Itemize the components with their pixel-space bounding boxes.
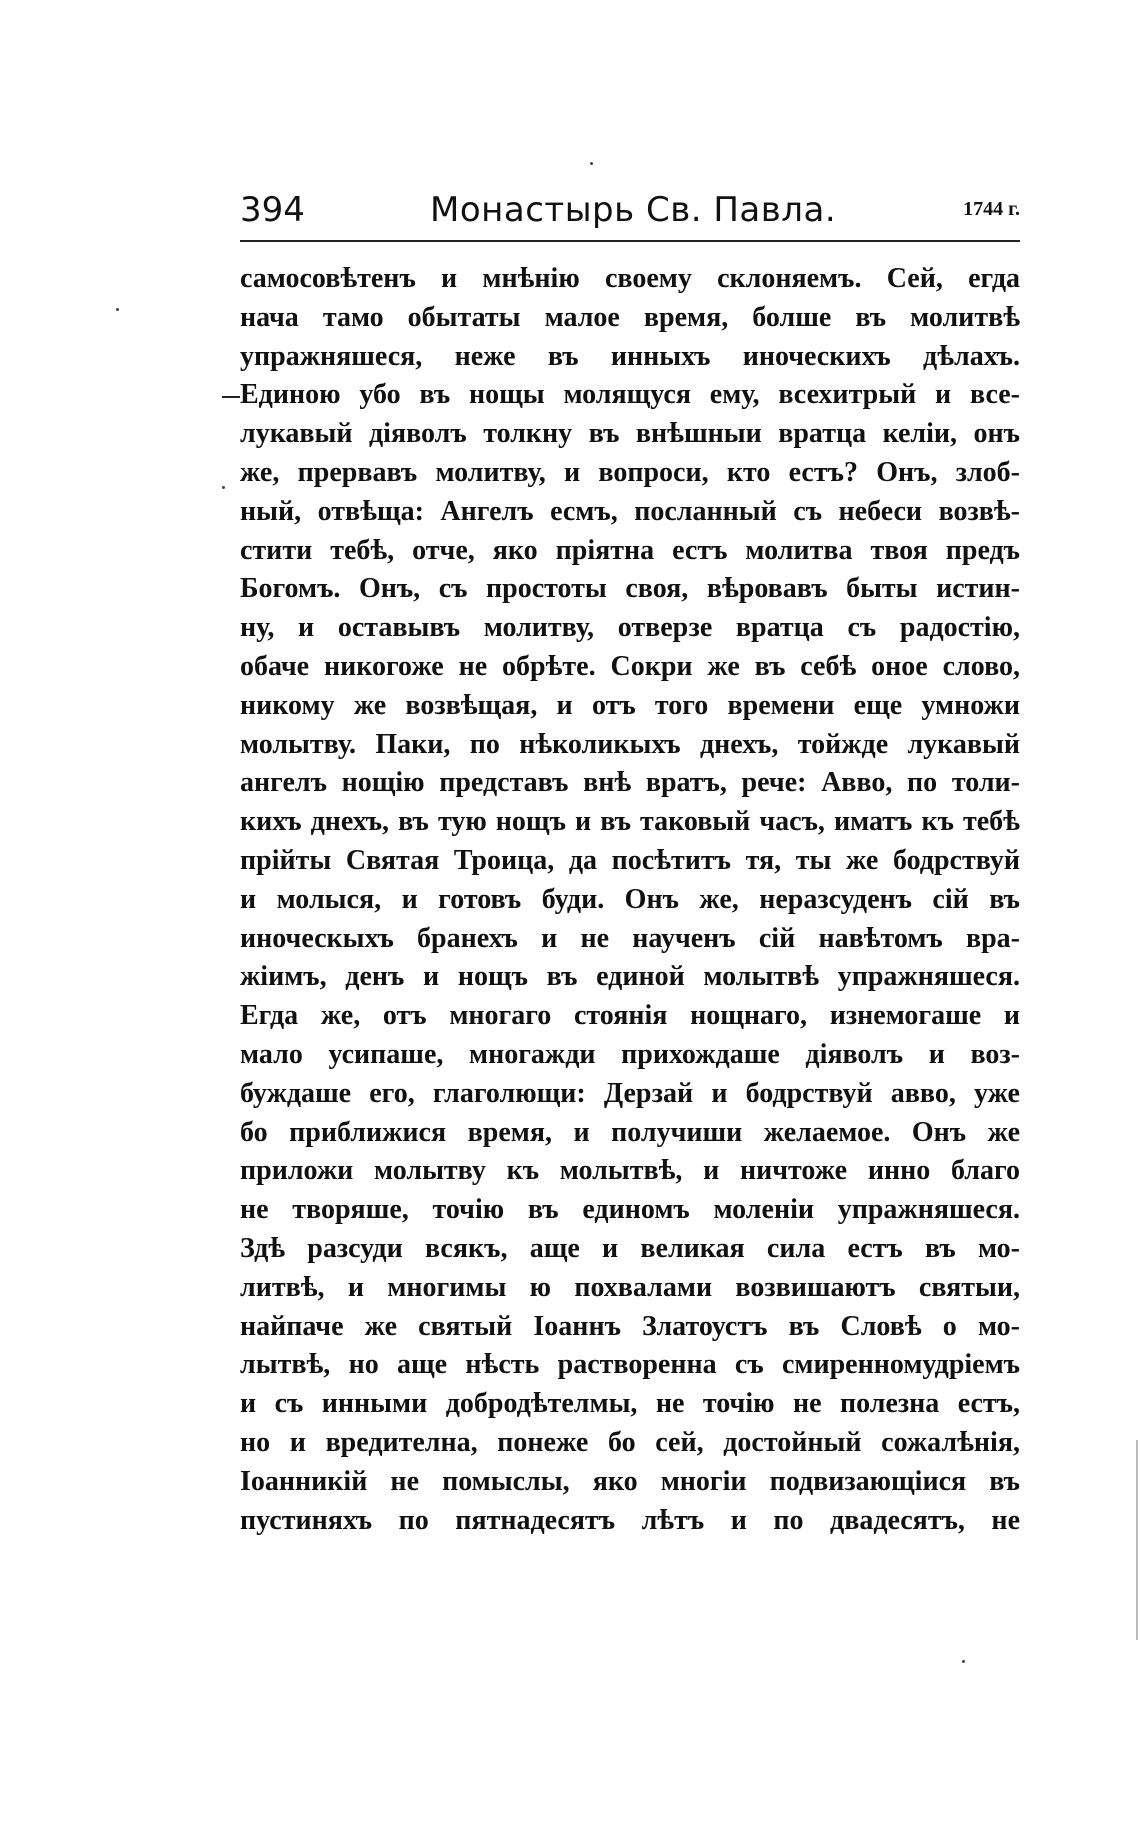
- text-line: жіимъ, денъ и нощъ въ единой молытвѣ упражняшеся.: [240, 961, 1020, 993]
- text-line: приложи молытву къ молытвѣ, и ничтоже инно благо: [240, 1155, 1020, 1187]
- ink-speck: [962, 1660, 965, 1663]
- header-year: 1744 г.: [963, 198, 1020, 220]
- text-line: стити тебѣ, отче, яко пріятна естъ молитва твоя предъ: [240, 534, 1020, 566]
- text-line: ангелъ нощію представъ внѣ вратъ, рече: Авво, по толи-: [240, 767, 1020, 799]
- text-line: прійты Святая Троица, да посѣтитъ тя, ты же бодрствуй: [240, 844, 1020, 876]
- text-line: и молыся, и готовъ буди. Онъ же, неразсуденъ сій въ: [240, 883, 1020, 915]
- text-line: Егда же, отъ многаго стоянія нощнаго, изнемогаше и: [240, 1000, 1020, 1032]
- page-number: 394: [240, 190, 305, 230]
- text-line: Единою убо въ нощы молящуся ему, всехитрый и все-: [240, 379, 1020, 411]
- text-line: ну, и оставывъ молитву, отверзе вратца съ радостію,: [240, 612, 1020, 644]
- text-line: Здѣ разсуди всякъ, аще и великая сила естъ въ мо-: [240, 1232, 1020, 1264]
- page-header: [240, 184, 1020, 236]
- text-line: не творяше, точію въ единомъ моленіи упражняшеся.: [240, 1194, 1020, 1226]
- text-line: найпаче же святый Іоаннъ Златоустъ въ Словѣ о мо-: [240, 1310, 1020, 1342]
- text-line: никому же возвѣщая, и отъ того времени еще умножи: [240, 689, 1020, 721]
- text-line: иноческыхъ бранехъ и не наученъ сій навѣтомъ вра-: [240, 922, 1020, 954]
- ink-speck: [116, 308, 119, 311]
- text-line: ный, отвѣща: Ангелъ есмъ, посланный съ небеси возвѣ-: [240, 495, 1020, 527]
- margin-mark: [222, 396, 240, 398]
- text-line: самосовѣтенъ и мнѣнію своему склоняемъ. Сей, егда: [240, 263, 1020, 294]
- ink-speck: [222, 486, 225, 489]
- text-line: бо приближися время, и получиши желаемое. Онъ же: [240, 1116, 1020, 1148]
- page-edge: [1136, 1440, 1138, 1640]
- text-line: Богомъ. Онъ, съ простоты своя, вѣровавъ быты истин-: [240, 573, 1020, 605]
- ink-speck: [590, 162, 593, 165]
- text-line: кихъ днехъ, въ тую нощъ и въ таковый часъ, иматъ къ тебѣ: [240, 806, 1020, 838]
- text-line: мало усипаше, многажди прихождаше діяволъ и воз-: [240, 1038, 1020, 1070]
- text-line: же, прервавъ молитву, и вопроси, кто естъ? Онъ, злоб-: [240, 456, 1020, 488]
- text-line: Іоанникій не помыслы, яко многіи подвизающіися въ: [240, 1465, 1020, 1497]
- text-line: пустиняхъ по пятнадесятъ лѣтъ и по двадесятъ, не: [240, 1504, 1020, 1536]
- text-line: лукавый діяволъ толкну въ внѣшныи вратца келіи, онъ: [240, 418, 1020, 450]
- text-line: буждаше его, глаголющи: Дерзай и бодрствуй авво, уже: [240, 1077, 1020, 1109]
- text-line: молытву. Паки, по нѣколикыхъ днехъ, тойжде лукавый: [240, 728, 1020, 760]
- header-rule: [240, 240, 1020, 242]
- text-line: нача тамо обытаты малое время, болше въ молитвѣ: [240, 301, 1020, 333]
- text-line: но и вредителна, понеже бо сей, достойный сожалѣнія,: [240, 1426, 1020, 1458]
- text-line: упражняшеся, неже въ инныхъ иноческихъ дѣлахъ.: [240, 340, 1020, 372]
- text-line: лытвѣ, но аще нѣсть растворенна съ смиренномудріемъ: [240, 1349, 1020, 1381]
- text-line: и съ инными добродѣтелмы, не точію не полезна естъ,: [240, 1388, 1020, 1420]
- text-line: литвѣ, и многимы ю похвалами возвишаютъ святыи,: [240, 1271, 1020, 1303]
- running-title: Монастырь Св. Павла.: [430, 190, 837, 230]
- text-line: обаче никогоже не обрѣте. Сокри же въ себѣ оное слово,: [240, 650, 1020, 682]
- body-text: [240, 260, 1020, 1540]
